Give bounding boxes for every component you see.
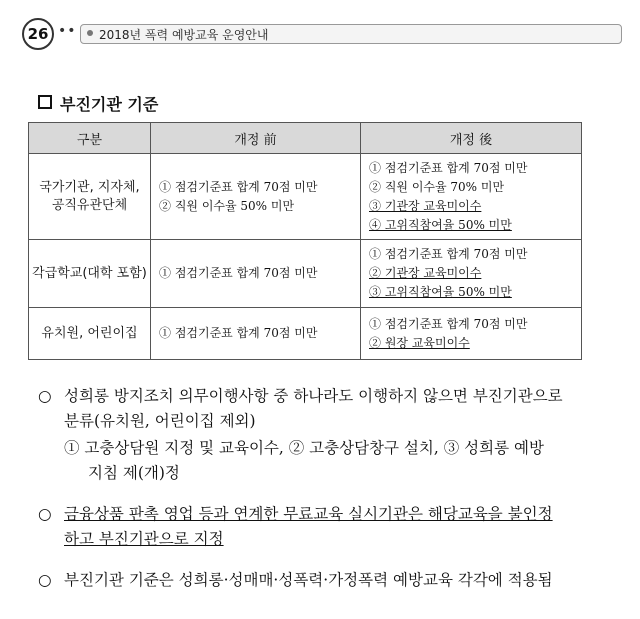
- row-category: [29, 240, 151, 308]
- header-after: 개정 後: [361, 123, 582, 154]
- table-row: [29, 240, 582, 308]
- row-after: [361, 154, 582, 240]
- bullet-item: [38, 384, 598, 434]
- section-title-text: 부진기관 기준: [60, 95, 159, 114]
- criteria-line-new: ③ 기관장 교육미이수: [369, 198, 482, 213]
- row-category: [29, 154, 151, 240]
- criteria-line-new: ③ 고위직참여율 50% 미만: [369, 285, 512, 299]
- bullet-text: 금융상품 판촉 영업 등과 연계한 무료교육 실시기관은 해당교육을 불인정: [64, 505, 553, 523]
- row-after: [361, 240, 582, 308]
- header-title-box: [80, 24, 622, 44]
- row-before: [151, 240, 361, 308]
- section-title: [38, 92, 158, 115]
- circle-bullet-icon: ○: [38, 505, 52, 523]
- criteria-line: ① 점검기준표 합계 70점 미만: [369, 160, 528, 175]
- header-before: 개정 前: [151, 123, 361, 154]
- row-before: [151, 308, 361, 360]
- category-line: 국가기관, 지자체,: [39, 179, 140, 195]
- criteria-table: [28, 122, 582, 360]
- criteria-line: ② 직원 이수율 70% 미만: [369, 179, 505, 194]
- bullet-item: [38, 568, 598, 593]
- square-bullet-icon: [38, 95, 52, 109]
- sub-text: 지침 제(개)정: [88, 464, 180, 482]
- table-row: [29, 154, 582, 240]
- criteria-line: ① 점검기준표 합계 70점 미만: [369, 316, 528, 331]
- sub-text: ① 고충상담원 지정 및 교육이수, ② 고충상담창구 설치, ③ 성희롱 예방: [64, 439, 544, 457]
- criteria-line-new: ② 원장 교육미이수: [369, 335, 470, 350]
- bullet-text: 하고 부진기관으로 지정: [64, 530, 224, 548]
- criteria-line: ① 점검기준표 합계 70점 미만: [159, 266, 318, 280]
- header-category: 구분: [29, 123, 151, 154]
- bullet-dot-icon: [87, 30, 93, 36]
- criteria-line-new: ② 기관장 교육미이수: [369, 266, 482, 280]
- criteria-line: ① 점검기준표 합계 70점 미만: [369, 247, 528, 261]
- page-header: [22, 18, 622, 48]
- circle-bullet-icon: ○: [38, 571, 52, 589]
- sub-item: [38, 436, 598, 486]
- category-line: 공직유관단체: [51, 197, 128, 213]
- header-title: 2018년 폭력 예방교육 운영안내: [99, 28, 269, 42]
- category-line: 유치원, 어린이집: [41, 325, 138, 341]
- bullet-list: [38, 384, 598, 593]
- circle-bullet-icon: ○: [38, 387, 52, 405]
- criteria-line: ① 점검기준표 합계 70점 미만: [159, 179, 318, 194]
- page-number: 26: [22, 18, 54, 50]
- table-header-row: [29, 123, 582, 154]
- criteria-line-new: ④ 고위직참여율 50% 미만: [369, 217, 512, 232]
- table-row: [29, 308, 582, 360]
- row-category: [29, 308, 151, 360]
- criteria-line: ① 점검기준표 합계 70점 미만: [159, 326, 318, 340]
- header-dots: ••: [58, 23, 77, 39]
- row-after: [361, 308, 582, 360]
- bullet-item: [38, 502, 598, 552]
- bullet-text: 성희롱 방지조치 의무이행사항 중 하나라도 이행하지 않으면 부진기관으로: [64, 387, 563, 405]
- bullet-text: 부진기관 기준은 성희롱·성매매·성폭력·가정폭력 예방교육 각각에 적용됨: [64, 571, 553, 589]
- bullet-text: 분류(유치원, 어린이집 제외): [64, 412, 256, 430]
- category-line: 각급학교(대학 포함): [32, 265, 147, 281]
- criteria-line: ② 직원 이수율 50% 미만: [159, 198, 295, 213]
- row-before: [151, 154, 361, 240]
